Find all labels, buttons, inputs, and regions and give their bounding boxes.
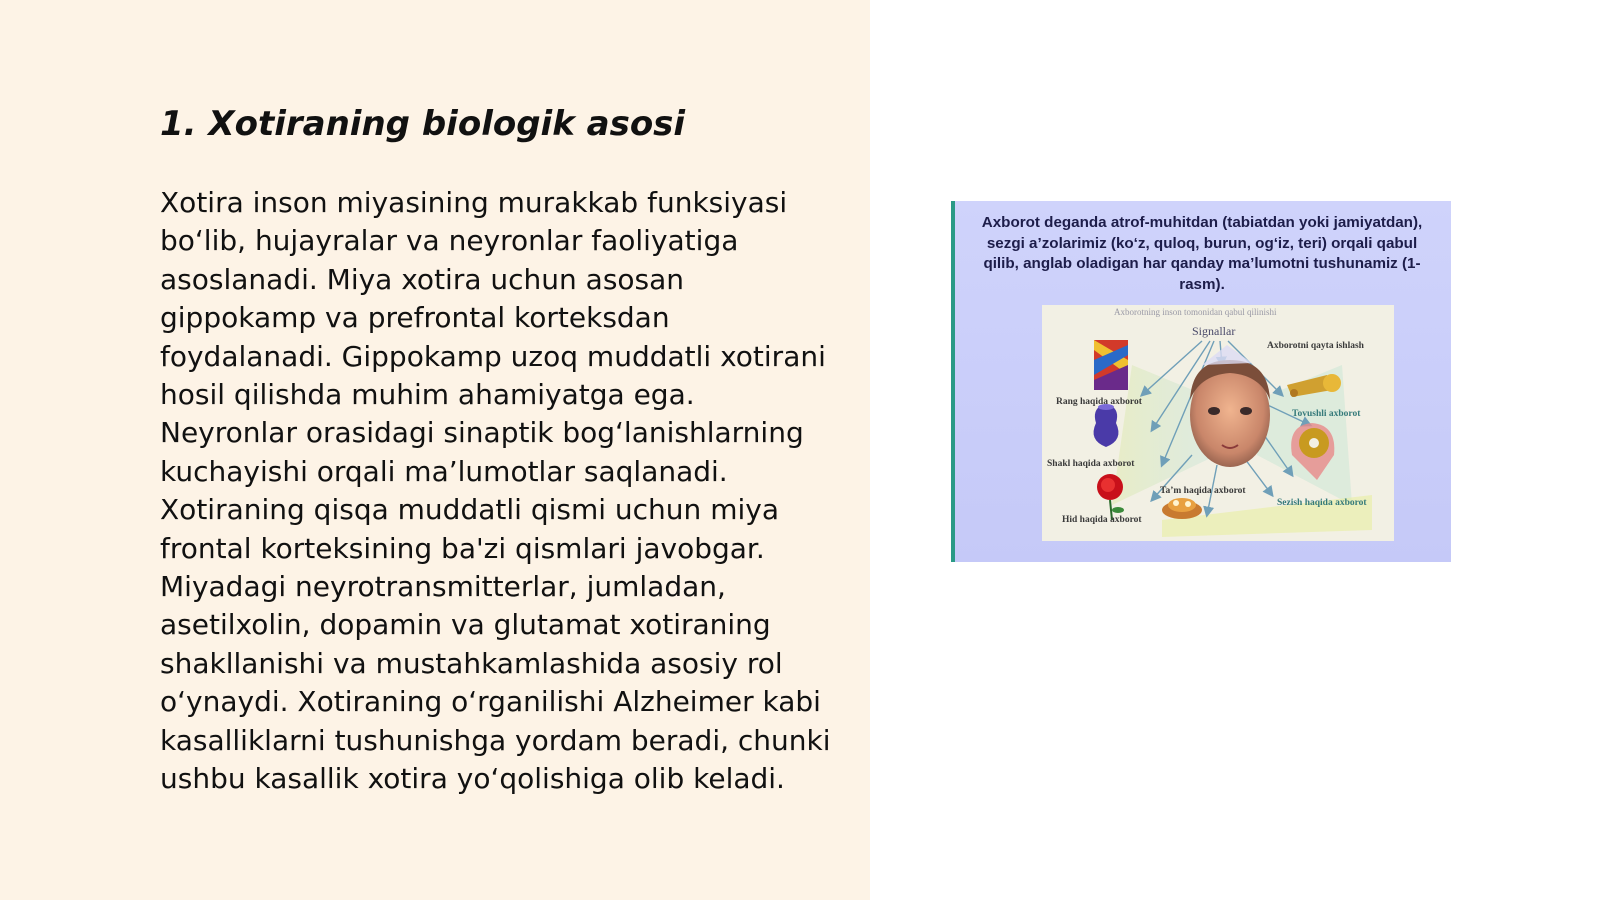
vase-icon bbox=[1094, 404, 1119, 447]
figure-caption: Axborot deganda atrof-muhitdan (tabiatdan yoki jamiyatdan), sezgi a’zolarimiz (ko‘z, quloq, burun, og‘iz, teri) orqali qabul qilib, anglab oladigan har qanday ma’lumotni tushunamiz (1- rasm). bbox=[981, 214, 1423, 293]
label-color: Rang haqida axborot bbox=[1056, 397, 1142, 407]
label-processing: Axborotni qayta ishlash bbox=[1267, 341, 1364, 351]
signals-label: Signallar bbox=[1192, 324, 1236, 338]
color-swatch-icon bbox=[1094, 340, 1128, 390]
label-touch: Sezish haqida axborot bbox=[1277, 498, 1367, 508]
diagram-header: Axborotning inson tomonidan qabul qilinishi bbox=[1114, 307, 1277, 317]
label-sound: Tovushli axborot bbox=[1292, 409, 1361, 419]
body-paragraph: Xotira inson miyasining murakkab funksiyasi bo‘lib, hujayralar va neyronlar faoliyatiga asoslanadi. Miya xotira uchun asosan gippokamp va prefrontal korteksdan foydalanadi. Gippokamp uzoq muddatli xotirani hosil qilishda muhim ahamiyatga ega. Neyronlar orasidagi sinaptik bog‘lanishlarning kuchayishi orqali ma’lumotlar saqlanadi. Xotiraning qisqa muddatli qismi uchun miya frontal korteksining ba'zi qismlari javobgar. Miyadagi neyrotransmitterlar, jumladan, asetilxolin, dopamin va glutamat xotiraning shakllanishi va mustahkamlashida asosiy rol o‘ynaydi. Xotiraning o‘rganilishi Alzheimer kabi kasalliklarni tushunishga yordam beradi, chunki ushbu kasallik xotira yo‘qolishiga olib keladi. bbox=[160, 186, 831, 796]
perception-diagram bbox=[1042, 305, 1394, 541]
label-shape: Shakl haqida axborot bbox=[1047, 459, 1135, 469]
label-taste: Ta’m haqida axborot bbox=[1160, 486, 1246, 496]
slide-title: 1. Xotiraning biologik asosi bbox=[160, 104, 686, 144]
food-plate-icon bbox=[1162, 498, 1202, 519]
child-face-icon bbox=[1190, 345, 1270, 467]
figure-image bbox=[951, 201, 1451, 562]
label-smell: Hid haqida axborot bbox=[1062, 515, 1142, 525]
